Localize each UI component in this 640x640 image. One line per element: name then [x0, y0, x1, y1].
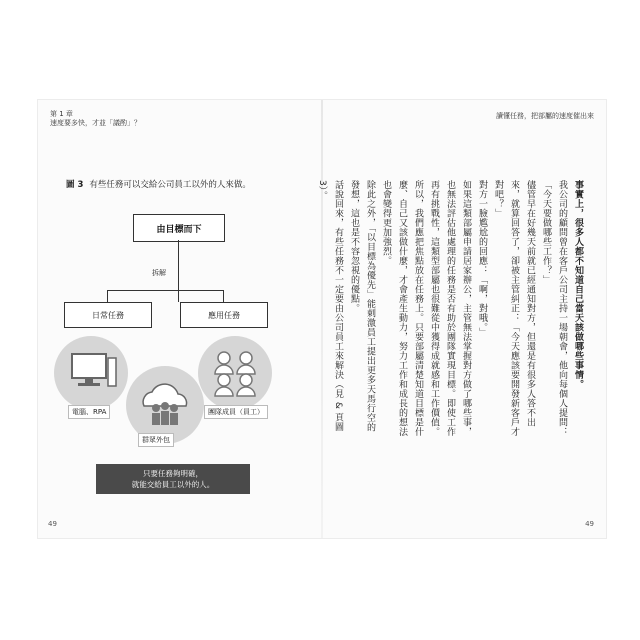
- paragraph-2: 我公司的顧問曾在客戶公司主持一場朝會，他向每個人提問：「今天要做哪些工作？」: [541, 180, 567, 437]
- summary-note-line-2: 就能交給員工以外的人。: [131, 480, 215, 489]
- applied-task-box: 應用任務: [180, 302, 268, 328]
- connector-horizontal: [107, 290, 223, 291]
- connector-left: [107, 290, 108, 302]
- connector-vertical: [178, 240, 179, 302]
- team-circle: [198, 336, 272, 410]
- paragraph-6: 所以，我們應把焦點放在任務上。只要部屬清楚知道目標是什麼、自己又該做什麼，才會產生動力，努力工作和成長的想法也會變得更加強烈。: [381, 180, 423, 437]
- computer-icon: [54, 336, 128, 410]
- right-page-number: 49: [585, 520, 594, 528]
- summary-note-line-1: 只要任務夠明確，: [143, 469, 203, 478]
- summary-note: [96, 464, 250, 494]
- paragraph-4: 對方一臉尷尬的回應：「啊，對哦。」: [477, 180, 487, 337]
- split-label: 拆解: [152, 269, 166, 277]
- body-text: [317, 180, 586, 440]
- book-spread: [38, 100, 606, 538]
- connector-right: [223, 290, 224, 302]
- team-members-label: 團隊成員（員工）: [204, 405, 268, 419]
- team-members-icon: [198, 336, 272, 410]
- goal-box: 由目標而下: [133, 214, 225, 242]
- paragraph-8: 話說回來，有些任務不一定要由公司員工來解決（見 & 頁圖 3）。: [317, 180, 343, 432]
- left-page-number: 49: [48, 520, 57, 528]
- paragraph-5: 如果這類部屬申請居家辦公，主管無法掌握對方做了哪些事，也無法評估他處理的任務是否有助於團隊實現目標。即使工作再有挑戰性，這類型部屬也很難從中獲得成就感和工作價值。: [429, 180, 471, 437]
- crowdsourcing-label: 群眾外包: [138, 433, 174, 447]
- computer-circle: [54, 336, 128, 410]
- chapter-title: 速度要多快，才並「議酌」？: [50, 119, 141, 127]
- paragraph-3: 儘管早在好幾天前就已經通知對方，但還是有很多人答不出來，就算回答了，卻被主管糾正：「今天應該要開發新客戶才對吧？」: [493, 180, 535, 437]
- figure-caption: [66, 178, 251, 190]
- paragraph-7: 除此之外，「以目標為優先」能刺激員工提出更多天馬行空的發想，這也是不容忽視的優點。: [349, 180, 375, 432]
- running-title: 讀懂任務，把部屬的速度催出來: [496, 112, 594, 120]
- computer-rpa-label: 電腦、RPA: [68, 405, 110, 419]
- figure-title: 有些任務可以交給公司員工以外的人來做。: [89, 180, 251, 190]
- daily-task-box: 日常任務: [64, 302, 152, 328]
- figure-label: 圖 3: [66, 180, 84, 190]
- lead-paragraph: 事實上，很多人都不知道自己當天該做哪些事情。: [573, 180, 583, 389]
- chapter-number: 第 1 章: [50, 110, 73, 118]
- left-page-header: [50, 110, 141, 128]
